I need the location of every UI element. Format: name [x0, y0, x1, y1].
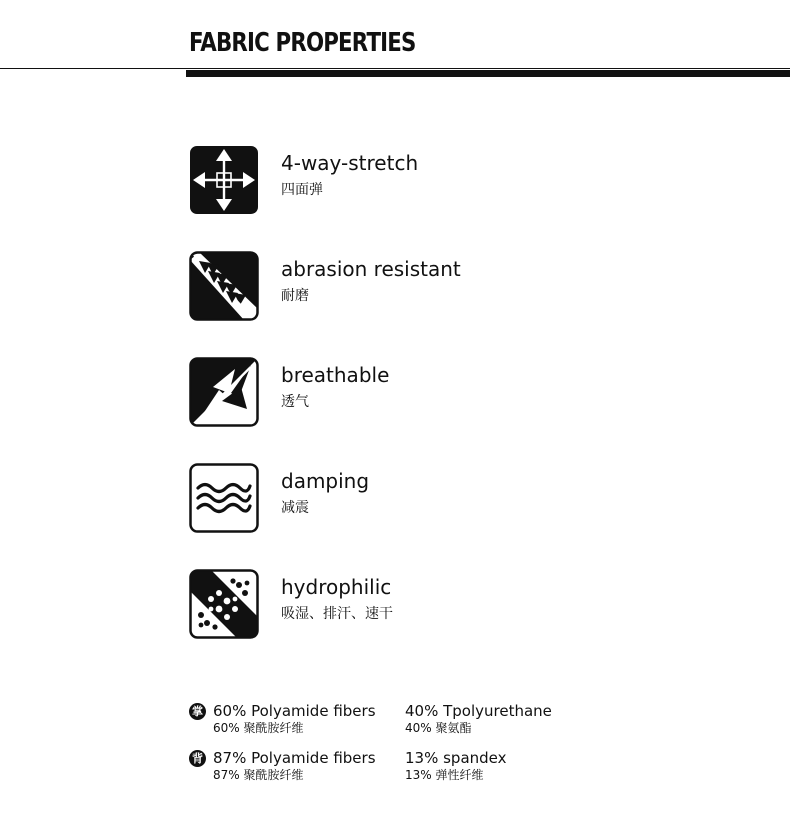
droplets-icon: [189, 569, 259, 639]
header-divider-thin: [0, 68, 790, 69]
property-name: 4-way-stretch: [281, 151, 419, 175]
property-name-cn: 吸湿、排汗、速干: [281, 606, 393, 622]
composition-item: [213, 702, 376, 737]
composition-cn: 87% 聚酰胺纤维: [213, 768, 304, 782]
property-item-abrasion-resistant: [189, 251, 609, 321]
four-way-arrows-icon: [189, 145, 259, 215]
property-name: abrasion resistant: [281, 257, 461, 281]
composition-item: [213, 749, 376, 784]
property-name: hydrophilic: [281, 575, 392, 599]
property-name: damping: [281, 469, 370, 493]
composition-en: 40% Tpolyurethane: [405, 702, 552, 720]
composition-en: 13% spandex: [405, 749, 507, 767]
composition-cn: 40% 聚氨酯: [405, 721, 472, 735]
composition-item: [405, 702, 552, 737]
back-badge: 背: [189, 750, 206, 767]
palm-badge: 掌: [189, 703, 206, 720]
composition-cn: 13% 弹性纤维: [405, 768, 484, 782]
composition-row-back: [189, 750, 609, 792]
composition-cn: 60% 聚酰胺纤维: [213, 721, 304, 735]
property-name-cn: 减震: [281, 500, 309, 516]
property-item-breathable: [189, 357, 609, 427]
page-title: FABRIC PROPERTIES: [189, 28, 416, 58]
composition-row-palm: [189, 703, 609, 745]
property-item-4-way-stretch: [189, 145, 609, 215]
abrasion-teeth-icon: [189, 251, 259, 321]
waves-icon: [189, 463, 259, 533]
property-item-damping: [189, 463, 609, 533]
property-name-cn: 四面弹: [281, 182, 323, 198]
property-name: breathable: [281, 363, 390, 387]
composition-en: 87% Polyamide fibers: [213, 749, 376, 767]
header-divider-thick: [186, 70, 790, 77]
property-item-hydrophilic: [189, 569, 609, 639]
composition-item: [405, 749, 507, 784]
breathable-arrows-icon: [189, 357, 259, 427]
property-name-cn: 透气: [281, 394, 309, 410]
composition-en: 60% Polyamide fibers: [213, 702, 376, 720]
property-name-cn: 耐磨: [281, 288, 309, 304]
